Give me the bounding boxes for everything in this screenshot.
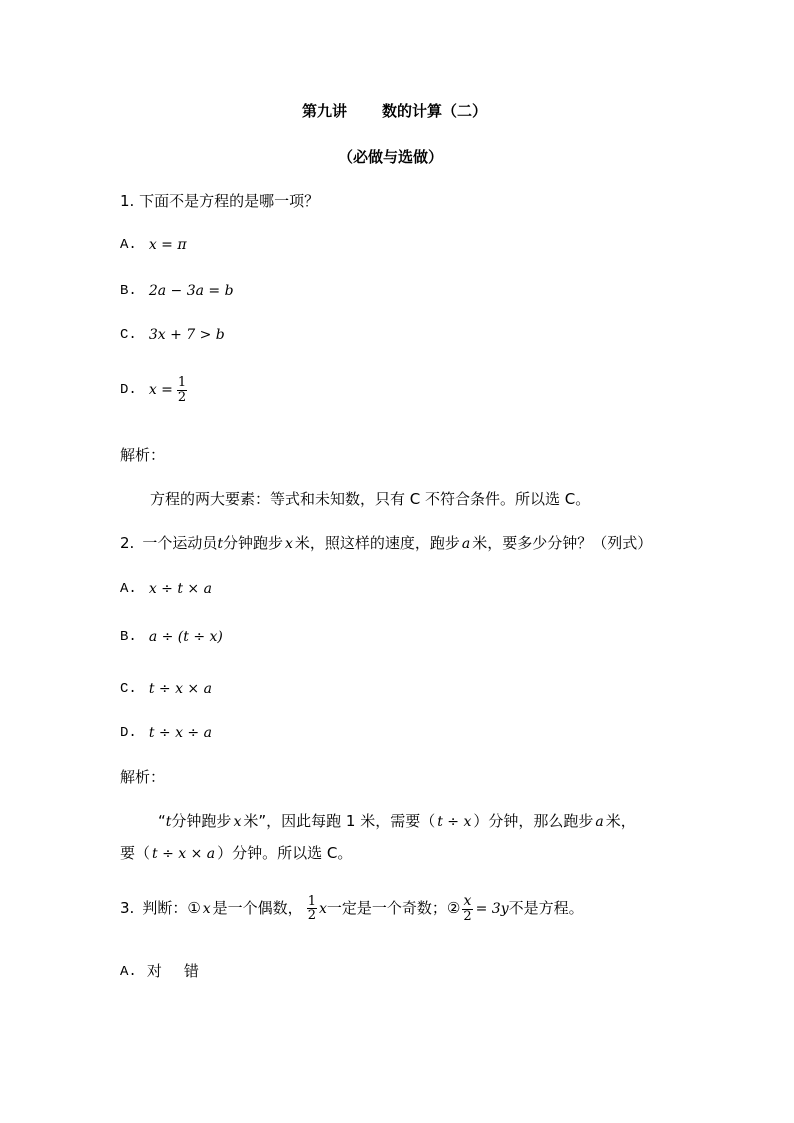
option-label: C. — [120, 327, 137, 343]
q3-option-a — [120, 964, 199, 979]
stem-text: 一定是一个奇数；② — [326, 899, 461, 918]
q2-analysis-line2 — [120, 846, 352, 861]
q1-option-a — [120, 238, 187, 252]
q1-analysis-text: 方程的两大要素：等式和未知数，只有 C 不符合条件。所以选 C。 — [150, 490, 591, 508]
option-text-true: 对 — [146, 962, 162, 980]
q2-analysis-line1 — [158, 814, 636, 829]
analysis-text: 要（ — [120, 844, 151, 862]
fraction-numerator: x — [463, 893, 472, 909]
lecture-number: 第九讲 — [302, 102, 348, 120]
analysis-text: 米”，因此每跑 1 米，需要（ — [243, 812, 436, 830]
q2-option-d — [120, 726, 212, 740]
q2-option-a — [120, 582, 212, 596]
q1-option-b — [120, 284, 234, 298]
option-label: C. — [120, 681, 137, 697]
stem-text: 一个运动员 — [142, 534, 218, 552]
fraction-x-over-2 — [462, 894, 472, 923]
option-expression: x = — [148, 382, 173, 399]
q1-stem: 1. 下面不是方程的是哪一项？ — [120, 192, 320, 210]
q2-option-c — [120, 682, 212, 696]
stem-text: 判断：① — [142, 899, 201, 918]
fraction-one-half — [307, 895, 317, 923]
option-label: D. — [120, 725, 137, 741]
analysis-text: 米， — [605, 812, 636, 830]
q2-option-b — [120, 630, 223, 644]
q2-stem — [120, 536, 652, 551]
q1-option-c — [120, 328, 225, 342]
option-expression: x = π — [148, 237, 187, 253]
fraction-numerator: 1 — [307, 893, 316, 909]
page-title: 数的计算（二） — [382, 102, 488, 120]
var-x: x — [284, 535, 293, 552]
option-label: A. — [120, 237, 137, 253]
analysis-text: 分钟跑步 — [171, 812, 232, 830]
var-x: x — [233, 813, 242, 830]
question-number: 3. — [120, 899, 135, 918]
option-label: D. — [120, 382, 137, 399]
option-label: A. — [120, 581, 137, 597]
analysis-text: ）分钟。所以选 C。 — [217, 844, 353, 862]
q3-stem — [120, 894, 584, 923]
q1-option-d — [120, 376, 187, 404]
q1-analysis-label: 解析： — [120, 446, 166, 464]
var-a: a — [461, 535, 471, 552]
fraction-numerator: 1 — [177, 375, 187, 390]
stem-text: 米，照这样的速度，跑步 — [294, 534, 460, 552]
var-t: t — [165, 813, 172, 830]
option-expression: t ÷ x × a — [148, 681, 212, 697]
var-x: x — [318, 900, 327, 917]
option-label: B. — [120, 629, 137, 645]
stem-text: 不是方程。 — [508, 899, 584, 918]
option-expression: 2a − 3a = b — [148, 283, 234, 299]
fraction — [177, 376, 187, 404]
stem-text: 分钟跑步 — [222, 534, 283, 552]
option-text-false: 错 — [183, 962, 199, 980]
option-label: A. — [120, 963, 137, 980]
option-expression: t ÷ x ÷ a — [148, 725, 212, 741]
stem-text: 米，要多少分钟？（列式） — [472, 534, 653, 552]
fraction-denominator: 2 — [463, 908, 472, 924]
analysis-expression: t ÷ x — [437, 813, 472, 830]
var-x: x — [202, 900, 211, 917]
var-t: t — [217, 535, 223, 552]
analysis-expression: t ÷ x × a — [152, 845, 216, 862]
analysis-text: “ — [158, 812, 166, 830]
option-expression: a ÷ (t ÷ x) — [148, 629, 223, 645]
option-label: B. — [120, 283, 137, 299]
equation-rhs: = 3y — [475, 900, 509, 917]
stem-text: 是一个偶数， — [212, 899, 303, 918]
question-number: 2. — [120, 534, 135, 552]
fraction-denominator: 2 — [177, 389, 187, 405]
var-a: a — [595, 813, 604, 830]
fraction-denominator: 2 — [307, 908, 316, 924]
analysis-text: ）分钟，那么跑步 — [473, 812, 594, 830]
page-subtitle: （必做与选做） — [338, 148, 444, 166]
option-expression: 3x + 7 > b — [148, 327, 225, 343]
q2-analysis-label: 解析： — [120, 768, 166, 786]
option-expression: x ÷ t × a — [148, 581, 212, 597]
